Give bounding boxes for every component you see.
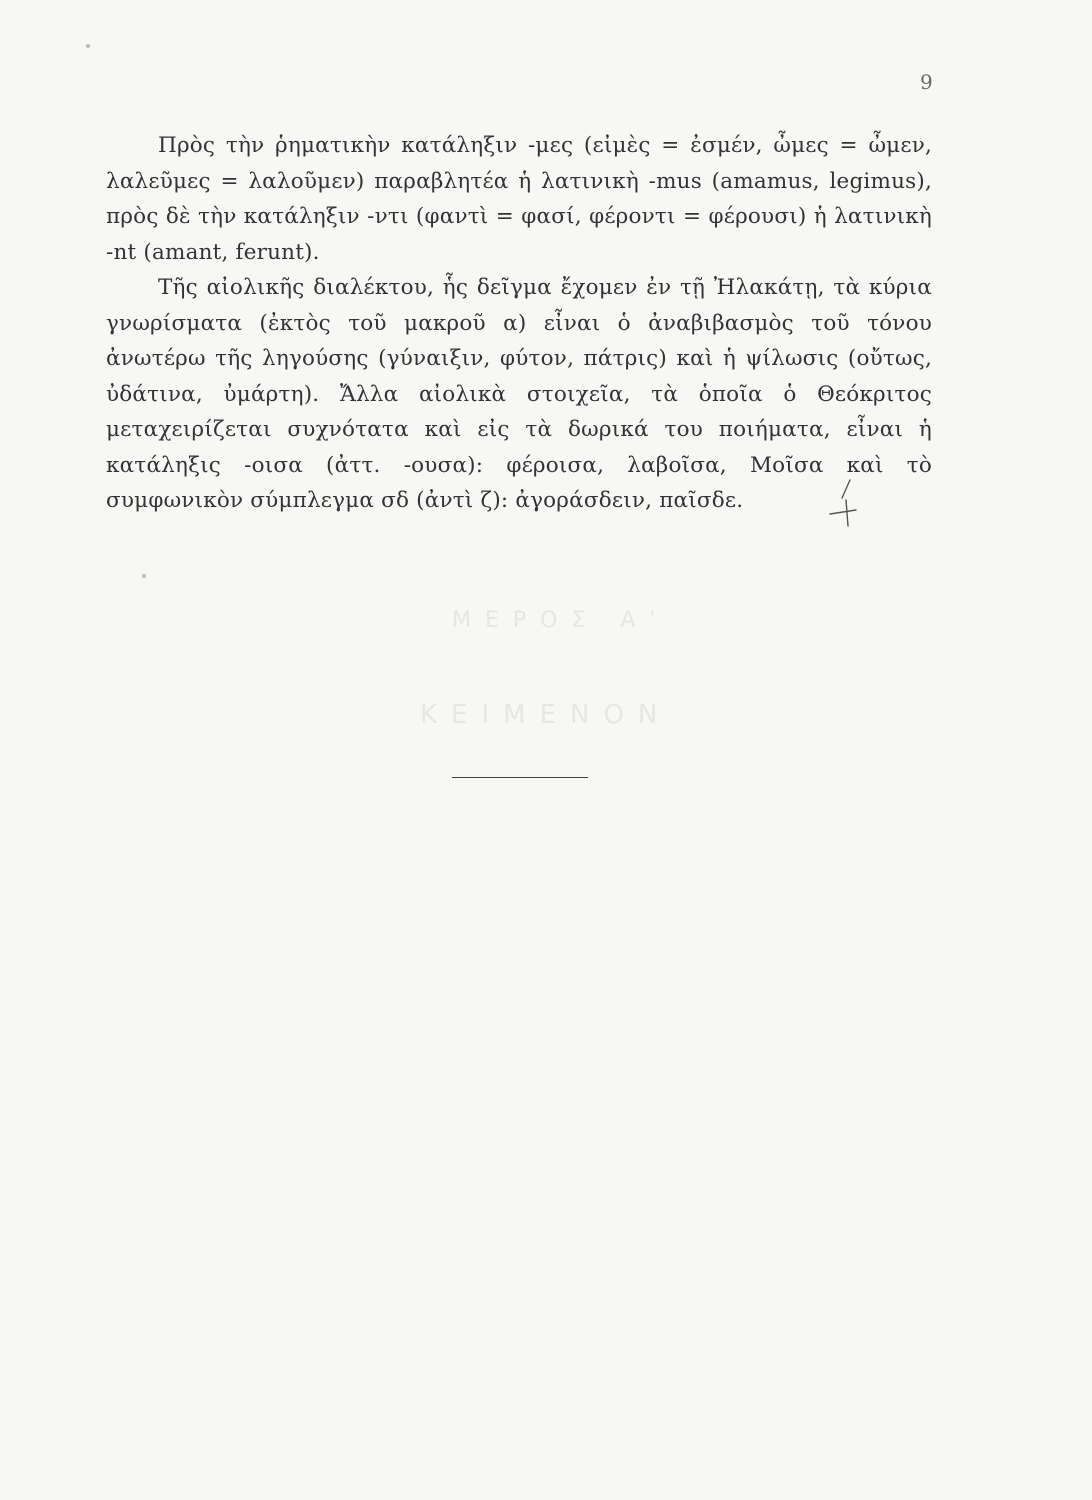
page-number: 9: [920, 70, 933, 94]
paragraph: Πρὸς τὴν ῥηματικὴν κατάληξιν -μες (εἰμὲς = ἐσμέν, ὦμες = ὦμεν, λαλεῦμες = λαλοῦμεν) παραβλητέα ἡ λατινικὴ -mus (amamus, legimus), πρὸς δὲ τὴν κατάληξιν -ντι (φαντὶ = φασί, φέροντι = φέρουσι) ἡ λατινικὴ -nt (amant, ferunt).: [106, 133, 932, 265]
bleed-through-text: ΚΕΙΜΕΝΟΝ: [420, 700, 672, 730]
bleed-through-text: ΜΕΡΟΣ Α': [452, 608, 670, 633]
pencil-mark-icon: [812, 478, 870, 528]
paper-speck: [86, 44, 90, 48]
body-text: [106, 128, 932, 519]
paragraph: Τῆς αἰολικῆς διαλέκτου, ἧς δεῖγμα ἔχομεν ἐν τῇ Ἠλακάτῃ, τὰ κύρια γνωρίσματα (ἐκτὸς τοῦ μακροῦ α) εἶναι ὁ ἀναβιβασμὸς τοῦ τόνου ἀνωτέρω τῆς ληγούσης (γύναιξιν, φύτον, πάτρις) καὶ ἡ ψίλωσις (οὔτως, ὐδάτινα, ὐμάρτη). Ἄλλα αἰολικὰ στοιχεῖα, τὰ ὁποῖα ὁ Θεόκριτος μεταχειρίζεται συχνότατα καὶ εἰς τὰ δωρικά του ποιήματα, εἶναι ἡ κατάληξις -οισα (ἀττ. -ουσα): φέροισα, λαβοῖσα, Μοῖσα καὶ τὸ συμφωνικὸν σύμπλεγμα σδ (ἀντὶ ζ): ἀγοράσδειν, παῖσδε.: [106, 275, 932, 513]
horizontal-rule: [452, 777, 588, 778]
paper-speck: [142, 574, 146, 578]
